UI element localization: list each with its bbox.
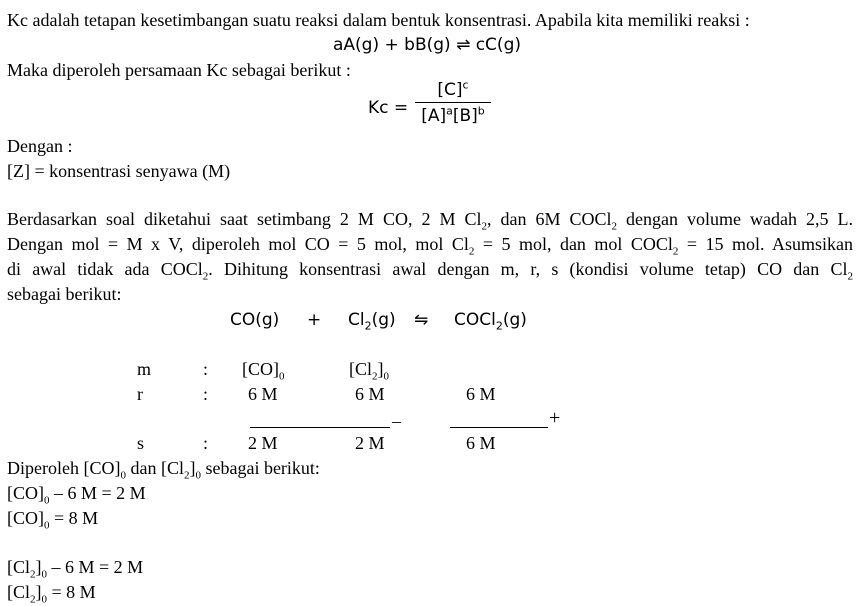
dengan-label: Dengan : [7, 136, 73, 156]
m-cl2: $[Cl_2]_0$ [349, 359, 390, 383]
intro-line: Kc adalah tetapan kesetimbangan suatu reaksi dalam bentuk konsentrasi. Apabila kita memiliki reaksi : [7, 10, 750, 30]
eq-co: CO(g) [230, 310, 280, 330]
r-colon: : [203, 384, 209, 404]
result-cl-step1: $[Cl_2]_0 - 6$ M = 2 M [7, 557, 144, 581]
eq-arrow: ⇋ [414, 310, 429, 330]
problem-line-1: Berdasarkan soal diketahui saat setimbang 2 M CO, 2 M $Cl_2$, dan 6M COCl$_2$ dengan volume wadah 2,5 L. [7, 209, 853, 233]
r-cl2: 6 M [355, 384, 385, 404]
problem-line-4: sebagai berikut: [7, 284, 122, 304]
minus-sign: – [392, 411, 401, 431]
r-cocl2: 6 M [466, 384, 496, 404]
s-co: 2 M [248, 433, 278, 453]
m-colon: : [203, 359, 209, 379]
result-intro: Diperoleh $[CO]_0$ dan $[Cl_2]_0$ sebagai berikut: [7, 458, 320, 482]
m-co: $[CO]_0$ [242, 359, 285, 383]
result-co-step1: $[CO]_0 - 6$ M = 2 M [7, 483, 146, 507]
s-colon: : [203, 433, 209, 453]
s-cocl2: 6 M [466, 433, 496, 453]
kc-fraction [415, 80, 491, 126]
eq-plus: + [307, 310, 322, 330]
eq-cocl2: COCl$_2$(g) [454, 310, 527, 333]
kc-intro-line: Maka diperoleh persamaan Kc sebagai berikut : [7, 60, 351, 80]
kc-denominator: $[A]^a[B]^b$ [415, 102, 491, 126]
m-label: m [137, 359, 152, 379]
s-cl2: 2 M [355, 433, 385, 453]
problem-line-2: Dengan mol = M x V, diperoleh mol CO = 5 mol, mol $Cl_2 = 5$ mol, dan mol COCl$_2$ = 15 mol. Asumsikan [7, 234, 854, 258]
r-label: r [137, 384, 143, 404]
definition-line: [Z] = konsentrasi senyawa (M) [7, 161, 231, 181]
eq-cl2: $Cl_2(g)$ [348, 310, 396, 333]
problem-line-3: di awal tidak ada COCl$_2$. Dihitung konsentrasi awal dengan m, r, s (kondisi volume tetap) CO dan $Cl_2$ [7, 259, 853, 283]
result-co-step2: $[CO]_0 = 8$ M [7, 508, 99, 532]
result-cl-step2: $[Cl_2]_0 = 8$ M [7, 582, 96, 606]
reaction-equation: aA(g) + bB(g) ⇌ cC(g) [333, 35, 521, 55]
s-label: s [137, 433, 145, 453]
r-co: 6 M [248, 384, 278, 404]
kc-numerator: $[C]^c$ [437, 78, 469, 100]
add-rule [450, 427, 548, 428]
plus-sign: + [549, 407, 561, 429]
kc-label: Kc = [368, 98, 409, 118]
subtract-rule [250, 427, 390, 428]
